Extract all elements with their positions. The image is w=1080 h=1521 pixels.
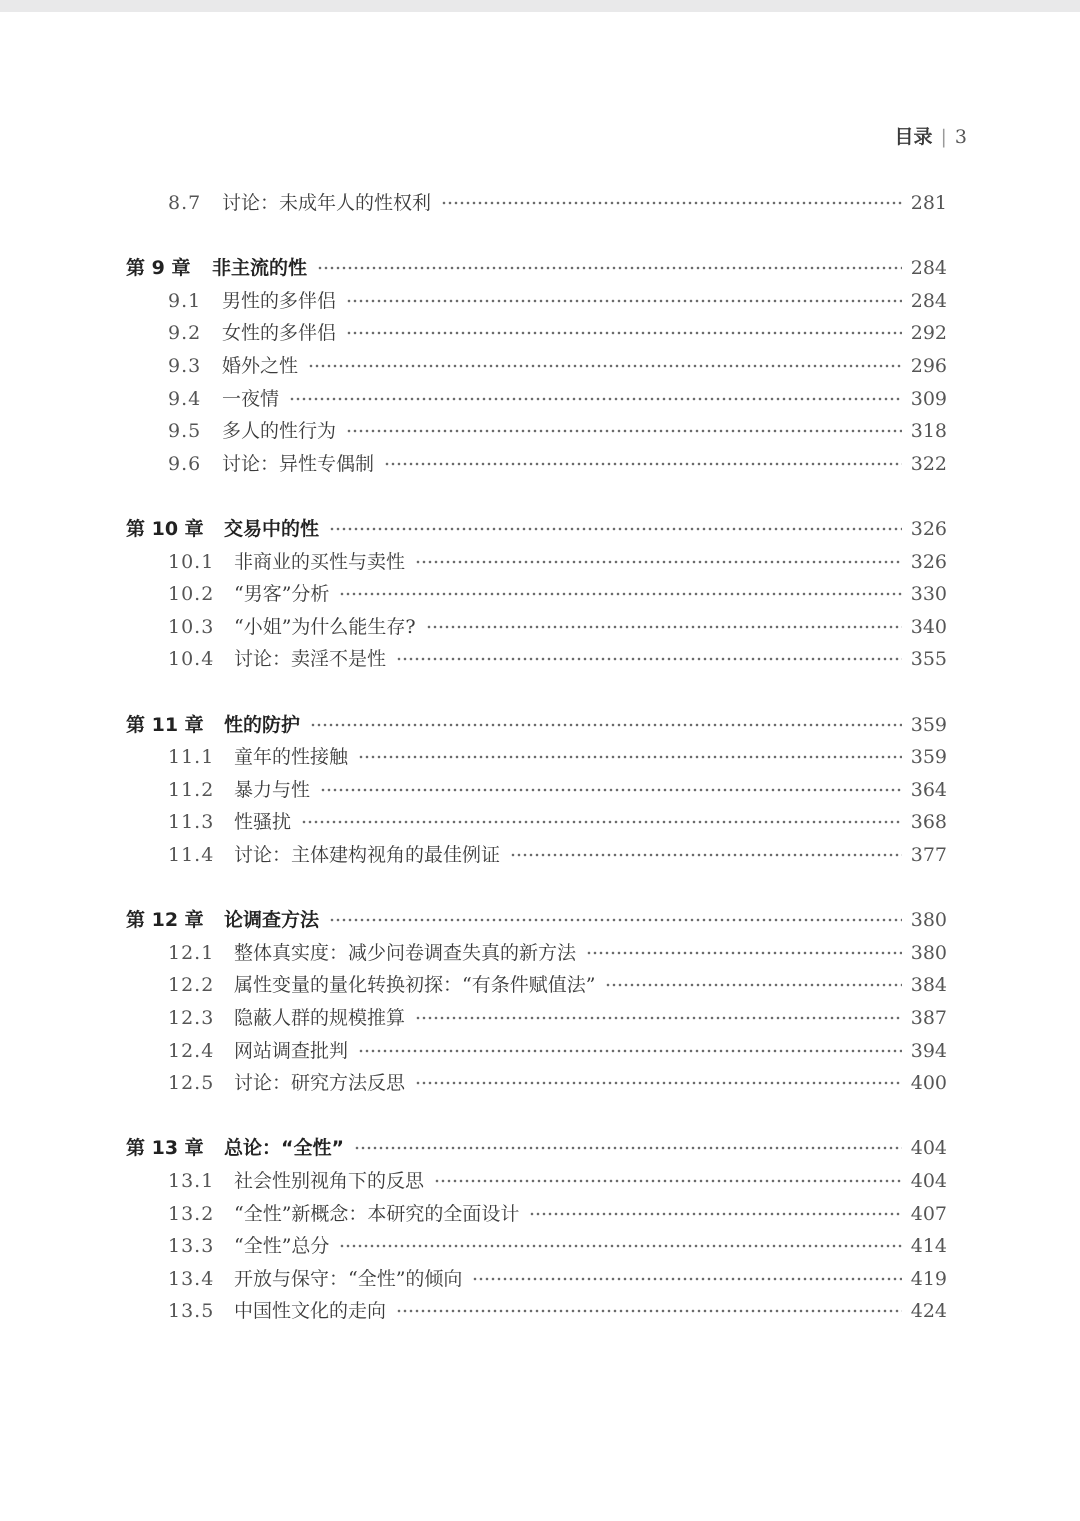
dot-leader	[426, 611, 902, 643]
page-number: 340	[910, 615, 947, 638]
section-number: 13.4	[168, 1267, 215, 1290]
section-title: 讨论：未成年人的性权利	[222, 192, 432, 214]
section-number: 13.2	[168, 1202, 215, 1225]
toc-section-row[interactable]	[0, 1198, 1080, 1230]
section-number: 9.1	[168, 289, 202, 312]
section-title: 社会性别视角下的反思	[234, 1170, 425, 1192]
chapter-number: 第 11 章	[126, 713, 204, 736]
running-head	[0, 122, 967, 149]
section-title: 性骚扰	[234, 811, 292, 834]
section-title: 讨论：研究方法反思	[234, 1072, 406, 1095]
page-number: 296	[910, 355, 947, 377]
toc-section-row[interactable]	[0, 741, 1080, 773]
toc-section-row[interactable]	[0, 1165, 1080, 1197]
dot-leader	[354, 1132, 902, 1164]
page-number: 414	[910, 1235, 947, 1258]
section-title: 女性的多伴侣	[222, 322, 337, 345]
dot-leader	[329, 513, 902, 545]
section-number: 10.4	[168, 648, 215, 671]
section-number: 9.5	[168, 420, 202, 443]
toc-chapter-row[interactable]	[0, 252, 1080, 284]
toc-section-row[interactable]	[0, 1067, 1080, 1099]
section-number: 9.4	[168, 387, 202, 410]
running-head-separator: |	[940, 126, 947, 148]
dot-leader	[310, 709, 902, 741]
page-number: 384	[910, 974, 947, 997]
section-title: 讨论：主体建构视角的最佳例证	[234, 844, 501, 866]
dot-leader	[346, 317, 902, 349]
toc-section-row[interactable]	[0, 317, 1080, 349]
toc-section-row[interactable]	[0, 611, 1080, 643]
toc-section-row[interactable]	[0, 1263, 1080, 1295]
toc-section-row[interactable]	[0, 839, 1080, 871]
chapter-title: 性的防护	[224, 713, 301, 736]
toc-section-row[interactable]	[0, 806, 1080, 838]
toc-section-row[interactable]	[0, 774, 1080, 806]
section-number: 12.4	[168, 1039, 215, 1062]
section-number: 13.5	[168, 1300, 215, 1323]
page-number: 284	[910, 289, 947, 312]
toc-section-row[interactable]	[0, 969, 1080, 1001]
section-title: 讨论：异性专偶制	[222, 452, 375, 475]
dot-leader	[339, 578, 902, 610]
section-title: 婚外之性	[222, 355, 299, 377]
dot-leader	[396, 643, 902, 675]
page-number: 309	[910, 387, 947, 410]
dot-leader	[415, 1002, 902, 1034]
toc-section-row[interactable]	[0, 1035, 1080, 1067]
section-title: 一夜情	[222, 387, 280, 410]
section-number: 10.3	[168, 615, 215, 638]
toc-section-row[interactable]	[0, 187, 1080, 219]
toc-section-row[interactable]	[0, 1295, 1080, 1327]
section-title: 多人的性行为	[222, 420, 337, 443]
section-number: 13.1	[168, 1170, 215, 1192]
section-title: 开放与保守：“全性”的倾向	[234, 1267, 463, 1290]
toc-section-row[interactable]	[0, 578, 1080, 610]
running-head-page-number: 3	[954, 126, 967, 148]
dot-leader	[346, 415, 902, 447]
toc-chapter-row[interactable]	[0, 904, 1080, 936]
section-number: 12.2	[168, 974, 215, 997]
section-title: “全性”总分	[234, 1235, 330, 1258]
dot-leader	[384, 448, 902, 480]
toc-section-row[interactable]	[0, 546, 1080, 578]
chapter-number: 第 12 章	[126, 909, 204, 932]
section-title: 属性变量的量化转换初探：“有条件赋值法”	[234, 974, 596, 997]
section-title: 非商业的买性与卖性	[234, 550, 406, 573]
page-number: 404	[910, 1170, 947, 1192]
section-title: “小姐”为什么能生存?	[234, 615, 416, 638]
page-number: 407	[910, 1202, 947, 1225]
section-title: 隐蔽人群的规模推算	[234, 1007, 406, 1029]
dot-leader	[441, 187, 902, 219]
page-number: 359	[910, 713, 947, 736]
chapter-title: 论调查方法	[224, 909, 320, 932]
toc-section-row[interactable]	[0, 937, 1080, 969]
section-number: 8.7	[168, 192, 202, 214]
page-number: 380	[910, 941, 947, 964]
chapter-title: 总论：“全性”	[224, 1137, 344, 1160]
page-number: 322	[910, 452, 947, 475]
section-number: 11.2	[168, 778, 215, 801]
section-title: 童年的性接触	[234, 746, 349, 769]
section-number: 10.1	[168, 550, 215, 573]
dot-leader	[415, 1067, 902, 1099]
page-number: 326	[910, 518, 947, 540]
dot-leader	[308, 350, 902, 382]
dot-leader	[586, 937, 902, 969]
dot-leader	[358, 741, 902, 773]
page-number: 404	[910, 1137, 947, 1160]
page-number: 281	[910, 192, 947, 214]
section-number: 13.3	[168, 1235, 215, 1258]
section-number: 10.2	[168, 583, 215, 606]
section-number: 12.3	[168, 1007, 215, 1029]
dot-leader	[605, 969, 902, 1001]
section-title: “全性”新概念：本研究的全面设计	[234, 1202, 520, 1225]
chapter-number: 第 13 章	[126, 1137, 204, 1160]
dot-leader	[339, 1230, 902, 1262]
chapter-number: 第 9 章	[126, 257, 191, 280]
section-number: 9.2	[168, 322, 202, 345]
toc-section-row[interactable]	[0, 415, 1080, 447]
page-number: 318	[910, 420, 947, 443]
page-number: 419	[910, 1267, 947, 1290]
dot-leader	[510, 839, 902, 871]
section-title: 中国性文化的走向	[234, 1300, 387, 1323]
section-title: 整体真实度：减少问卷调查失真的新方法	[234, 941, 577, 964]
dot-leader	[472, 1263, 902, 1295]
page-number: 359	[910, 746, 947, 769]
chapter-number: 第 10 章	[126, 518, 204, 540]
dot-leader	[529, 1198, 902, 1230]
section-number: 11.3	[168, 811, 215, 834]
toc-section-row[interactable]	[0, 1002, 1080, 1034]
section-number: 9.3	[168, 355, 202, 377]
page-number: 368	[910, 811, 947, 834]
dot-leader	[396, 1295, 902, 1327]
page-number: 292	[910, 322, 947, 345]
page-number: 394	[910, 1039, 947, 1062]
page-number: 364	[910, 778, 947, 801]
section-number: 12.1	[168, 941, 215, 964]
toc-section-row[interactable]	[0, 285, 1080, 317]
toc-chapter-row[interactable]	[0, 1132, 1080, 1164]
dot-leader	[289, 383, 902, 415]
page-number: 400	[910, 1072, 947, 1095]
dot-leader	[320, 774, 902, 806]
toc-section-row[interactable]	[0, 448, 1080, 480]
dot-leader	[358, 1035, 902, 1067]
section-number: 11.4	[168, 844, 215, 866]
chapter-title: 交易中的性	[224, 518, 320, 540]
section-title: “男客”分析	[234, 583, 330, 606]
chapter-title: 非主流的性	[212, 257, 308, 280]
top-strip	[0, 0, 1080, 12]
page-number: 424	[910, 1300, 947, 1323]
page-number: 284	[910, 257, 947, 280]
dot-leader	[301, 806, 902, 838]
section-number: 9.6	[168, 452, 202, 475]
toc-section-row[interactable]	[0, 383, 1080, 415]
section-title: 网站调查批判	[234, 1039, 349, 1062]
section-number: 11.1	[168, 746, 215, 769]
page-number: 377	[910, 844, 947, 866]
section-number: 12.5	[168, 1072, 215, 1095]
section-title: 讨论：卖淫不是性	[234, 648, 387, 671]
dot-leader	[434, 1165, 902, 1197]
page-number: 380	[910, 909, 947, 932]
page-number: 326	[910, 550, 947, 573]
dot-leader	[329, 904, 902, 936]
toc-section-row[interactable]	[0, 643, 1080, 675]
toc-section-row[interactable]	[0, 350, 1080, 382]
toc-chapter-row[interactable]	[0, 709, 1080, 741]
page-number: 330	[910, 583, 947, 606]
toc-chapter-row[interactable]	[0, 513, 1080, 545]
section-title: 暴力与性	[234, 778, 311, 801]
dot-leader	[415, 546, 902, 578]
page-number: 355	[910, 648, 947, 671]
running-head-title: 目录	[894, 126, 933, 148]
page-number: 387	[910, 1007, 947, 1029]
dot-leader	[317, 252, 902, 284]
dot-leader	[346, 285, 902, 317]
section-title: 男性的多伴侣	[222, 289, 337, 312]
toc-section-row[interactable]	[0, 1230, 1080, 1262]
